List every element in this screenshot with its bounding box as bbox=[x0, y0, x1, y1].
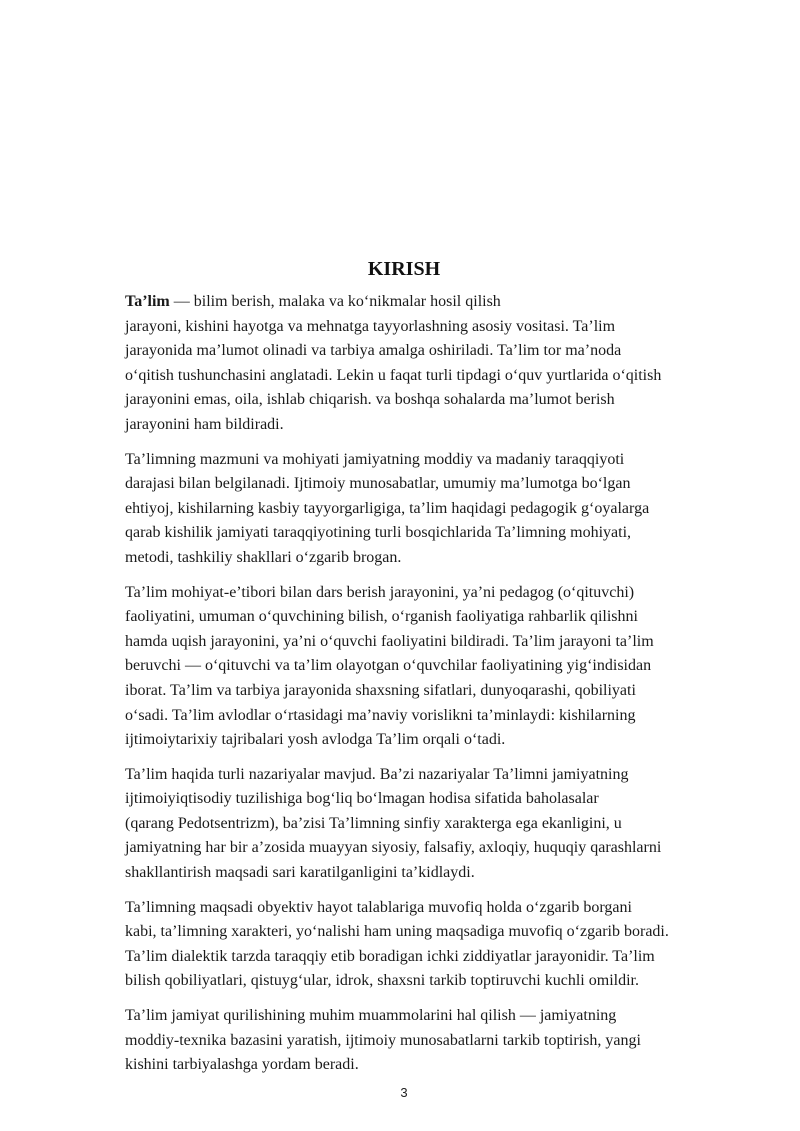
paragraph-line: kishini tarbiyalashga yordam beradi. bbox=[125, 1056, 359, 1074]
paragraph-line: beruvchi — oʻqituvchi va ta’lim olayotgan oʻquvchilar faoliyatining yigʻindisidan bbox=[125, 657, 652, 675]
paragraph-line: jarayonini ham bildiradi. bbox=[125, 415, 284, 433]
paragraph-line: Ta’lim mohiyat-e’tibori bilan dars berish jarayonini, ya’ni pedagog (oʻqituvchi) bbox=[125, 583, 635, 601]
paragraph-line: faoliyatini, umuman oʻquvchining bilish, oʻrganish faoliyatiga rahbarlik qilishni bbox=[125, 608, 638, 626]
paragraph-line: oʻqitish tushunchasini anglatadi. Lekin u faqat turli tipdagi oʻquv yurtlarida oʻqitish bbox=[125, 366, 662, 384]
page-number: 3 bbox=[400, 1085, 408, 1100]
paragraph-line: Ta’lim haqida turli nazariyalar mavjud. Ba’zi nazariyalar Ta’limni jamiyatning bbox=[125, 765, 629, 783]
paragraph-line: jarayonini emas, oila, ishlab chiqarish. va boshqa sohalarda ma’lumot berish bbox=[125, 391, 615, 409]
paragraph-line: kabi, ta’limning xarakteri, yoʻnalishi ham uning maqsadiga muvofiq oʻzgarib boradi. bbox=[125, 923, 669, 941]
paragraph-3 bbox=[87, 581, 727, 753]
paragraph-line: metodi, tashkiliy shakllari oʻzgarib brogan. bbox=[125, 548, 402, 566]
paragraph-line: jarayoni, kishini hayotga va mehnatga tayyorlashning asosiy vositasi. Ta’lim bbox=[125, 317, 616, 335]
term-bold: Ta’lim bbox=[125, 293, 170, 310]
page-title: KIRISH bbox=[367, 258, 441, 280]
paragraph-line: ijtimoiyiqtisodiy tuzilishiga bogʻliq boʻlmagan hodisa sifatida baholasalar bbox=[125, 790, 599, 808]
paragraph-line: Ta’lim dialektik tarzda taraqqiy etib boradigan ichki ziddiyatlar jarayonidir. Ta’lim bbox=[125, 947, 655, 965]
paragraph-line: Ta’limning maqsadi obyektiv hayot talablariga muvofiq holda oʻzgarib borgani bbox=[125, 898, 632, 916]
paragraph-line: jarayonida ma’lumot olinadi va tarbiya amalga oshiriladi. Ta’lim tor ma’noda bbox=[125, 342, 622, 360]
paragraph-line: moddiy-texnika bazasini yaratish, ijtimoiy munosabatlarni tarkib toptirish, yangi bbox=[125, 1031, 641, 1049]
paragraph-line: darajasi bilan belgilanadi. Ijtimoiy munosabatlar, umumiy ma’lumotga boʻlgan bbox=[125, 475, 631, 493]
paragraph-line: ijtimoiytarixiy tajribalari yosh avlodga Ta’lim orqali oʻtadi. bbox=[125, 731, 506, 749]
paragraph-2 bbox=[87, 448, 727, 571]
paragraph-line: Ta’limning mazmuni va mohiyati jamiyatning moddiy va madaniy taraqqiyoti bbox=[125, 450, 625, 468]
paragraph-line: qarab kishilik jamiyati taraqqiyotining turli bosqichlarida Ta’limning mohiyati, bbox=[125, 524, 632, 542]
paragraph-line: (qarang Pedotsentrizm), ba’zisi Ta’limning sinfiy xarakterga ega ekanligini, u bbox=[125, 814, 622, 832]
paragraph-line: Ta’lim jamiyat qurilishining muhim muammolarini hal qilish — jamiyatning bbox=[125, 1007, 617, 1025]
paragraph-line: — bilim berish, malaka va koʻnikmalar hosil qilish bbox=[169, 293, 501, 310]
paragraph-line: bilish qobiliyatlari, qistuygʻular, idrok, shaxsni tarkib toptiruvchi kuchli omildir. bbox=[125, 972, 639, 990]
document-body bbox=[87, 290, 727, 1088]
paragraph-line: shakllantirish maqsadi sari karatilganligini ta’kidlaydi. bbox=[125, 864, 475, 882]
paragraph-5 bbox=[87, 896, 727, 994]
paragraph-4 bbox=[87, 763, 727, 886]
paragraph-line: ehtiyoj, kishilarning kasbiy tayyorgarligiga, ta’lim haqidagi pedagogik gʻoyalarga bbox=[125, 499, 650, 517]
paragraph-1 bbox=[87, 290, 727, 438]
paragraph-line: iborat. Ta’lim va tarbiya jarayonida shaxsning sifatlari, dunyoqarashi, qobiliyati bbox=[125, 681, 636, 699]
paragraph-line: hamda uqish jarayonini, ya’ni oʻquvchi faoliyatini bildiradi. Ta’lim jarayoni ta’lim bbox=[125, 632, 654, 650]
paragraph-line: oʻsadi. Ta’lim avlodlar oʻrtasidagi ma’naviy vorislikni ta’minlaydi: kishilarning bbox=[125, 706, 636, 724]
paragraph-line: jamiyatning har bir a’zosida muayyan siyosiy, falsafiy, axloqiy, huquqiy qarashlarni bbox=[125, 839, 662, 857]
paragraph-6 bbox=[87, 1004, 727, 1078]
